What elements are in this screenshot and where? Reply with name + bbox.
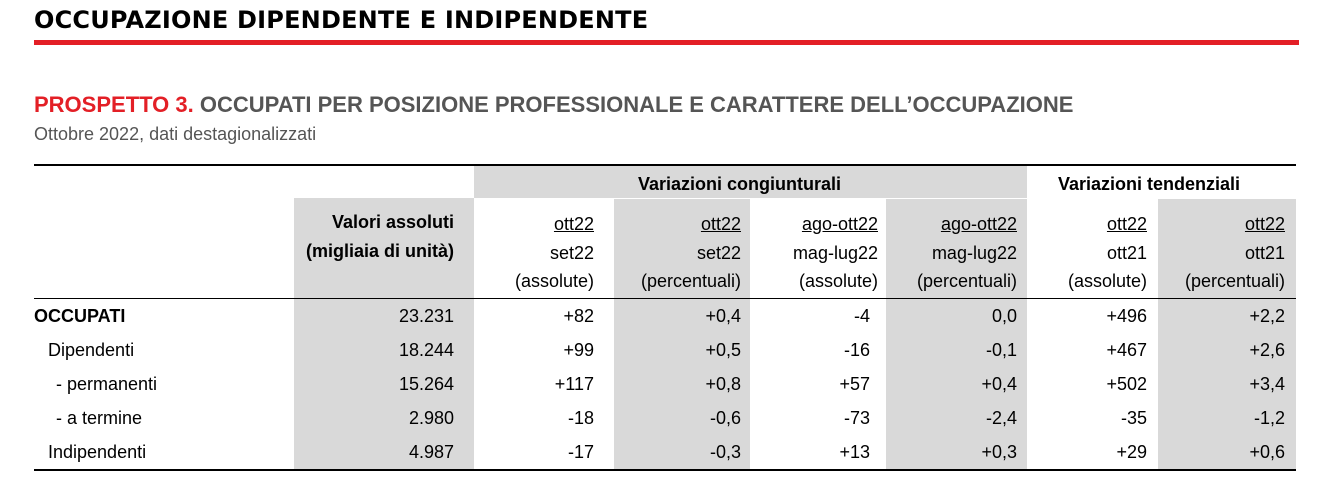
table-row-dipendenti (34, 334, 1296, 368)
row-label: - a termine (56, 408, 143, 428)
cell-col-6: +0,6 (1249, 442, 1285, 462)
cell-col-5: +467 (1106, 340, 1147, 360)
cell-col-1: +82 (563, 306, 594, 326)
column-header-1 (474, 210, 594, 296)
column-header-line1: ago-ott22 (801, 214, 878, 234)
cell-valori: 2.980 (408, 408, 454, 428)
cell-col-2: +0,8 (705, 374, 741, 394)
column-header-line3: (assolute) (514, 271, 594, 291)
group-separator (474, 198, 1296, 199)
column-header-6 (1158, 210, 1285, 296)
cell-col-3: -73 (843, 408, 870, 428)
table-row-indipendenti (34, 436, 1296, 470)
group-label-congiunturali: Variazioni congiunturali (638, 174, 842, 194)
column-header-line3: (assolute) (1067, 271, 1147, 291)
cell-valori: 18.244 (398, 340, 454, 360)
cell-col-3: -16 (843, 340, 870, 360)
column-header-line3: (assolute) (798, 271, 878, 291)
column-header-line3: (percentuali) (1184, 271, 1285, 291)
cell-col-3: -4 (853, 306, 870, 326)
column-header-line1: ott22 (1244, 214, 1285, 234)
column-header-line2: set22 (549, 242, 594, 263)
cell-col-6: -1,2 (1253, 408, 1285, 428)
cell-col-6: +2,6 (1249, 340, 1285, 360)
table-row-occupati (34, 300, 1296, 334)
row-label: Indipendenti (48, 442, 147, 462)
cell-col-4: +0,3 (981, 442, 1017, 462)
table-row-a-termine (34, 402, 1296, 436)
cell-col-4: 0,0 (991, 306, 1017, 326)
page-header: OCCUPAZIONE DIPENDENTE E INDIPENDENTE (34, 6, 649, 34)
cell-col-1: -17 (567, 442, 594, 462)
cell-col-5: +29 (1116, 442, 1147, 462)
column-header-2 (614, 210, 741, 296)
row-label: - permanenti (56, 374, 158, 394)
cell-col-6: +3,4 (1249, 374, 1285, 394)
cell-valori: 15.264 (398, 374, 454, 394)
table-row-permanenti (34, 368, 1296, 402)
table-title-main: OCCUPATI PER POSIZIONE PROFESSIONALE E CARATTERE DELL’OCCUPAZIONE (199, 92, 1074, 117)
column-header-3 (750, 210, 878, 296)
valori-header-line1: Valori assoluti (331, 212, 454, 232)
column-header-4 (886, 210, 1017, 296)
column-header-line2: ott21 (1106, 242, 1147, 263)
cell-col-4: -2,4 (985, 408, 1017, 428)
cell-col-2: -0,3 (709, 442, 741, 462)
column-header-line2: ott21 (1244, 242, 1285, 263)
cell-col-5: +496 (1106, 306, 1147, 326)
column-header-line1: ago-ott22 (940, 214, 1017, 234)
cell-col-4: +0,4 (981, 374, 1017, 394)
group-label-tendenziali: Variazioni tendenziali (1058, 174, 1241, 194)
column-header-line2: mag-lug22 (931, 242, 1017, 263)
cell-col-3: +57 (839, 374, 870, 394)
column-header-line1: ott22 (553, 214, 594, 234)
row-label: OCCUPATI (34, 306, 126, 326)
column-header-line1: ott22 (700, 214, 741, 234)
table-top-rule (34, 164, 1296, 166)
cell-valori: 23.231 (398, 306, 454, 326)
cell-col-5: +502 (1106, 374, 1147, 394)
valori-header-line2: (migliaia di unità) (305, 240, 454, 261)
column-header-line2: set22 (696, 242, 741, 263)
table-title-prefix: PROSPETTO 3. (34, 92, 194, 117)
column-header-line2: mag-lug22 (792, 242, 878, 263)
table-header-rule (34, 298, 1296, 299)
cell-col-5: -35 (1120, 408, 1147, 428)
column-header-line3: (percentuali) (640, 271, 741, 291)
valori-assoluti-header (304, 208, 454, 265)
row-label: Dipendenti (48, 340, 135, 360)
table-subtitle: Ottobre 2022, dati destagionalizzati (34, 124, 317, 144)
column-header-5 (1027, 210, 1147, 296)
cell-col-2: -0,6 (709, 408, 741, 428)
table-title (34, 92, 1073, 118)
cell-col-3: +13 (839, 442, 870, 462)
column-header-line1: ott22 (1106, 214, 1147, 234)
header-rule (34, 40, 1299, 45)
column-header-line3: (percentuali) (916, 271, 1017, 291)
cell-col-1: +117 (554, 374, 594, 394)
cell-col-6: +2,2 (1249, 306, 1285, 326)
cell-col-1: +99 (563, 340, 594, 360)
cell-col-2: +0,5 (705, 340, 741, 360)
cell-col-1: -18 (567, 408, 594, 428)
cell-col-2: +0,4 (705, 306, 741, 326)
cell-valori: 4.987 (408, 442, 454, 462)
cell-col-4: -0,1 (985, 340, 1017, 360)
